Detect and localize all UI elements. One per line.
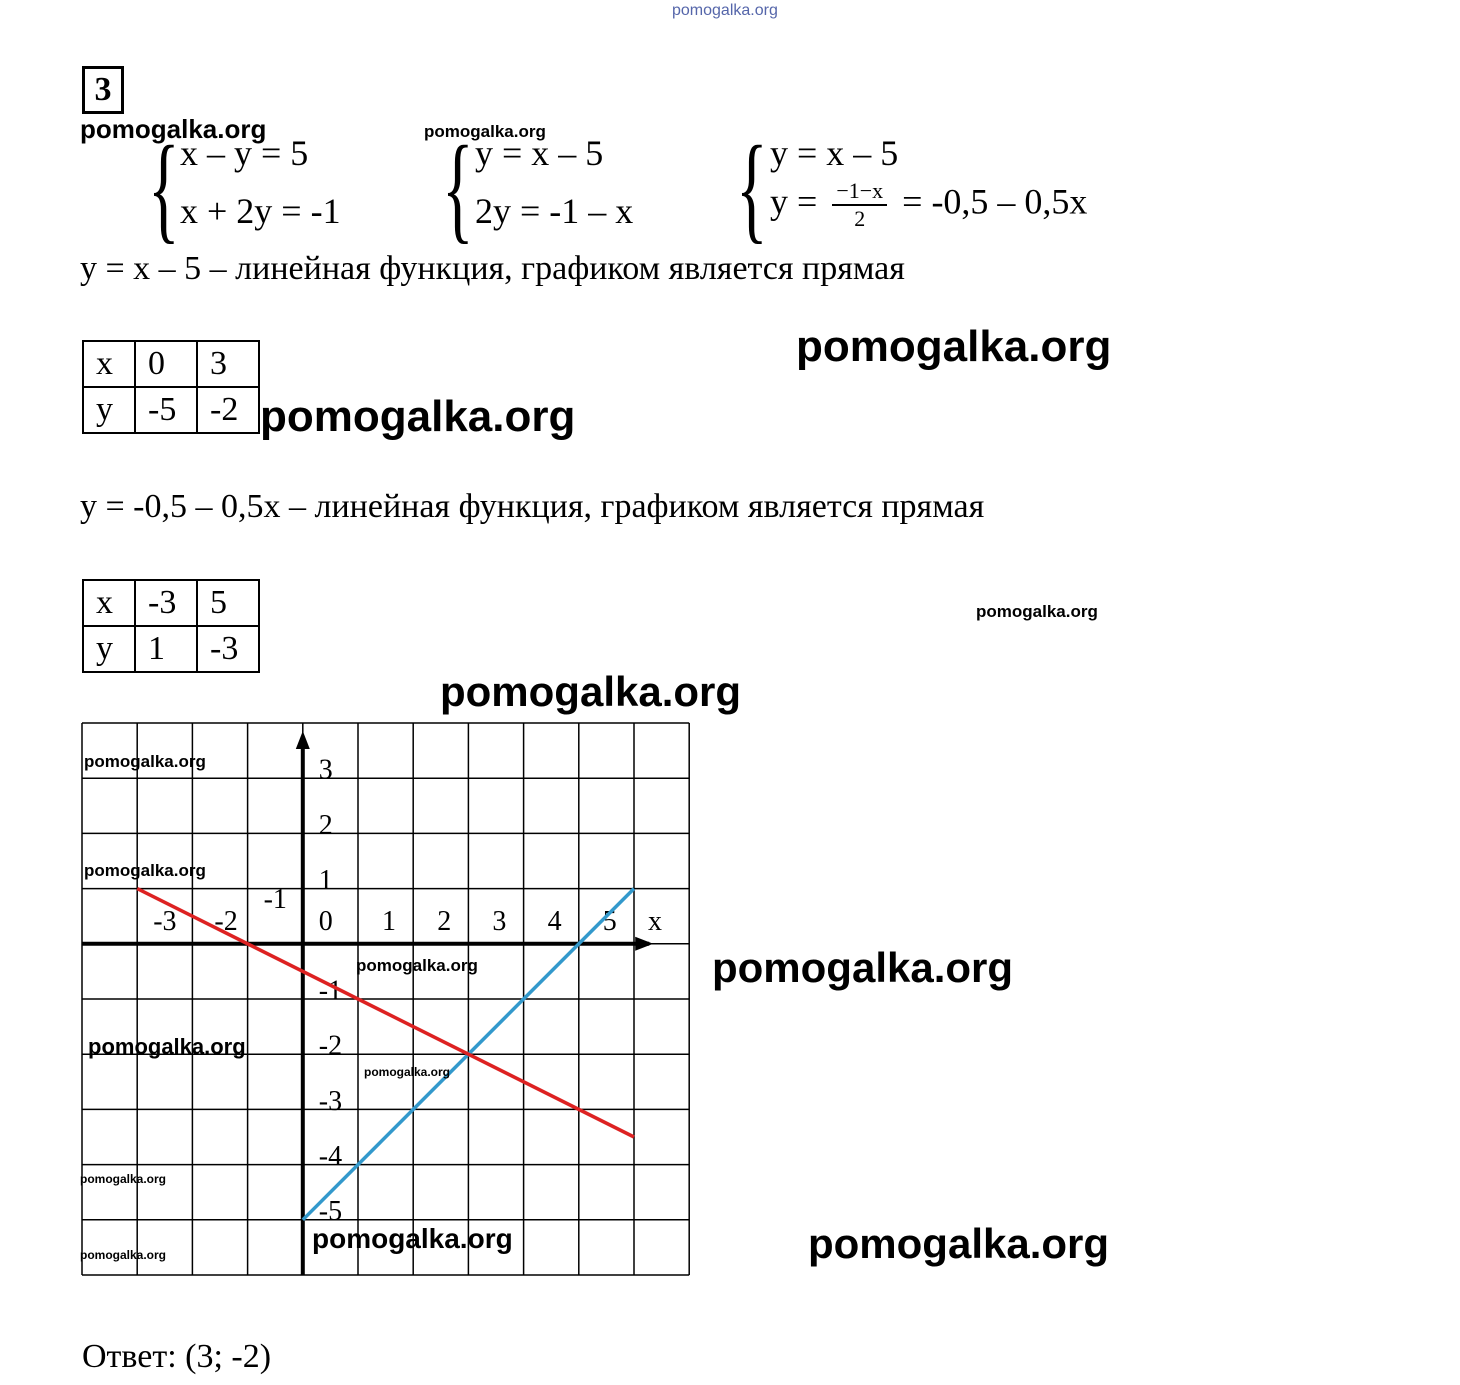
y-tick-label: 2 (318, 809, 333, 841)
watermark: pomogalka.org (712, 944, 1014, 991)
watermark: pomogalka.org (260, 392, 576, 441)
watermark: pomogalka.org (364, 1065, 451, 1079)
graph-watermarks (80, 752, 513, 1262)
table-cell: -5 (135, 387, 197, 433)
system-brace: { (736, 121, 768, 254)
watermark: pomogalka.org (84, 752, 206, 771)
table-cell: 3 (197, 341, 259, 387)
y-tick-label: -4 (318, 1141, 343, 1172)
system3-eq2-lhs: y = (770, 181, 818, 222)
function1-description: y = x – 5 – линейная функция, графиком является прямая (80, 250, 905, 287)
table-cell: 0 (135, 341, 197, 387)
fraction-denominator: 2 (854, 206, 866, 231)
x-tick-label: -2 (214, 905, 238, 937)
graph-grid (82, 723, 689, 1275)
system1-eq1: x – y = 5 (180, 133, 309, 173)
header-watermark: pomogalka.org (672, 2, 778, 19)
system1-eq2: x + 2y = -1 (180, 191, 341, 231)
table-cell: -3 (197, 626, 259, 672)
table-cell: 1 (135, 626, 197, 672)
system3-eq2-rhs: = -0,5 – 0,5x (902, 181, 1088, 222)
system2-eq1: y = x – 5 (475, 133, 604, 173)
watermark: pomogalka.org (80, 1172, 167, 1186)
y-tick-label: -2 (318, 1030, 343, 1062)
watermark: pomogalka.org (80, 114, 267, 144)
y-tick-label: 1 (318, 865, 333, 896)
watermark: pomogalka.org (88, 1034, 246, 1059)
watermark: pomogalka.org (356, 956, 478, 975)
watermark: pomogalka.org (976, 602, 1098, 621)
x-tick-label: 3 (492, 905, 507, 937)
x-tick-label: 4 (547, 905, 562, 937)
x-tick-label: 5 (602, 905, 617, 937)
watermark: pomogalka.org (424, 122, 546, 141)
y-tick-label: 3 (318, 754, 333, 786)
y-axis-arrow (296, 731, 310, 749)
watermark: pomogalka.org (312, 1223, 513, 1254)
table-cell: -2 (197, 387, 259, 433)
y-tick-label: -5 (318, 1196, 343, 1228)
answer: Ответ: (3; -2) (82, 1338, 272, 1375)
table-header-x: x (83, 341, 135, 387)
system3-eq1: y = x – 5 (770, 133, 899, 173)
watermark: pomogalka.org (80, 1248, 167, 1262)
x-tick-label: 0 (318, 905, 333, 937)
watermark: pomogalka.org (808, 1220, 1110, 1267)
x-tick-label: -3 (153, 905, 177, 937)
x-tick-label: -1 (263, 883, 287, 915)
y-tick-label: -3 (318, 1085, 343, 1117)
x-axis-label: x (648, 905, 662, 937)
x-tick-label: 2 (437, 905, 452, 937)
table-cell: -3 (135, 580, 197, 626)
watermark: pomogalka.org (84, 861, 206, 880)
graph-tick-labels (153, 755, 662, 1228)
table-header-y: y (83, 626, 135, 672)
x-tick-label: 1 (382, 905, 396, 937)
system2-eq2: 2y = -1 – x (475, 191, 634, 231)
function2-description: y = -0,5 – 0,5x – линейная функция, графиком является прямая (80, 488, 985, 525)
system-brace: { (148, 121, 180, 254)
table-header-x: x (83, 580, 135, 626)
x-axis-arrow (635, 937, 653, 951)
watermark: pomogalka.org (796, 322, 1112, 371)
watermark: pomogalka.org (440, 668, 742, 715)
system-brace: { (442, 121, 474, 254)
task-number: 3 (82, 66, 124, 114)
table-header-y: y (83, 387, 135, 433)
table-cell: 5 (197, 580, 259, 626)
y-tick-label: -1 (318, 975, 343, 1007)
fraction-numerator: −1−x (832, 178, 887, 206)
